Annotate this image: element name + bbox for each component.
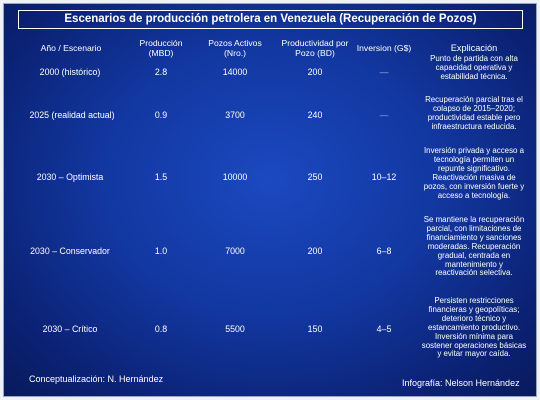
row-2-explanation xyxy=(415,96,533,132)
header-investment-label: Inversion (G$) xyxy=(356,43,412,53)
row-2-production: 0.9 xyxy=(154,110,168,120)
header-productivity xyxy=(274,39,356,58)
row-4-productivity: 200 xyxy=(307,246,323,256)
row-2-wells: 3700 xyxy=(225,110,245,120)
row-4-explanation-line: reactivación selectiva. xyxy=(435,268,513,278)
row-2-explanation-line: productividad estable pero xyxy=(427,112,521,122)
row-4-explanation xyxy=(415,216,533,278)
header-wells xyxy=(200,39,270,58)
row-3-explanation-line: Reactivación masiva de xyxy=(432,172,516,182)
row-3-wells: 10000 xyxy=(222,172,248,182)
row-1-explanation-line: capacidad operativa y xyxy=(435,62,513,72)
row-5-investment: 4–5 xyxy=(376,324,392,334)
header-production-line-2: (MBD) xyxy=(148,47,174,58)
row-3-explanation-line: pozos, con inversión fuerte y xyxy=(423,181,525,191)
row-5-scenario: 2030 – Crítico xyxy=(42,324,98,334)
row-4-production: 1.0 xyxy=(154,246,168,256)
page-title: Escenarios de producción petrolera en Venezuela (Recuperación de Pozos) xyxy=(18,10,523,29)
row-5-explanation-line: estancamiento productivo. xyxy=(427,322,521,332)
row-4-explanation-line: parcial, con limitaciones de xyxy=(426,223,522,233)
footer-credit-infographic: Infografía: Nelson Hernández xyxy=(402,378,520,388)
row-3-explanation-line: Inversión privada y acceso a xyxy=(423,146,524,155)
header-explanation xyxy=(424,44,524,54)
header-productivity-line-1: Productividad por xyxy=(281,38,349,48)
row-2-explanation-line: infraestructura reducida. xyxy=(431,121,517,131)
row-3-explanation-line: acceso a tecnología. xyxy=(437,190,511,200)
row-1-scenario: 2000 (histórico) xyxy=(39,67,101,77)
row-1-production: 2.8 xyxy=(154,67,168,77)
row-3-explanation-line: tecnología permiten un xyxy=(433,154,515,164)
row-4-explanation-line: Se mantiene la recuperación xyxy=(423,215,525,224)
row-4-investment: 6–8 xyxy=(376,246,392,256)
header-scenario-label: Año / Escenario xyxy=(40,43,102,53)
row-5-explanation xyxy=(415,297,533,359)
row-5-explanation-line: Inversión mínima para xyxy=(434,331,514,341)
row-5-explanation-line: deterioro técnico y xyxy=(441,313,507,323)
infographic-slide xyxy=(3,3,537,397)
row-3-scenario: 2030 – Optimista xyxy=(36,172,104,182)
row-5-explanation-line: y evitar mayor caída. xyxy=(437,349,511,359)
row-2-scenario: 2025 (realidad actual) xyxy=(29,110,115,120)
row-3-explanation-line: repunte significativo. xyxy=(438,163,510,173)
row-2-explanation-line: colapso de 2015–2020; xyxy=(432,103,516,113)
row-2-productivity: 240 xyxy=(307,110,323,120)
header-investment xyxy=(350,44,418,54)
row-3-explanation xyxy=(415,147,533,200)
header-production xyxy=(129,39,193,58)
row-4-explanation-line: mantenimiento y xyxy=(445,259,503,269)
row-4-explanation-line: financiamiento y sanciones xyxy=(426,232,522,242)
row-4-explanation-line: gradual, centrada en xyxy=(437,250,511,260)
row-1-explanation-line: estabilidad técnica. xyxy=(440,71,508,81)
row-4-wells: 7000 xyxy=(225,246,245,256)
row-4-explanation-line: moderadas. Recuperación xyxy=(427,241,521,251)
row-3-productivity: 250 xyxy=(307,172,323,182)
row-1-explanation xyxy=(415,55,533,82)
row-5-production: 0.8 xyxy=(154,324,168,334)
row-1-productivity: 200 xyxy=(307,67,323,77)
row-3-production: 1.5 xyxy=(154,172,168,182)
row-1-explanation-line: Punto de partida con alta xyxy=(430,54,518,63)
header-scenario xyxy=(26,44,116,54)
row-1-wells: 14000 xyxy=(222,67,248,77)
row-1-investment: — xyxy=(379,67,389,77)
header-wells-line-1: Pozos Activos xyxy=(208,38,262,48)
row-2-investment: — xyxy=(379,110,389,120)
header-production-line-1: Producción xyxy=(139,38,183,48)
header-productivity-line-2: Pozo (BD) xyxy=(295,47,335,58)
row-5-explanation-line: Persisten restricciones xyxy=(434,296,514,305)
row-2-explanation-line: Recuperación parcial tras el xyxy=(425,95,523,104)
header-explanation-label: Explicación xyxy=(450,43,498,53)
row-5-productivity: 150 xyxy=(307,324,323,334)
header-wells-line-2: (Nro.) xyxy=(224,47,246,58)
row-5-explanation-line: sostener operaciones básicas xyxy=(421,340,527,350)
row-3-investment: 10–12 xyxy=(371,172,397,182)
row-4-scenario: 2030 – Conservador xyxy=(30,246,110,256)
footer-credit-concept: Conceptualización: N. Hernández xyxy=(29,374,164,384)
row-5-wells: 5500 xyxy=(225,324,245,334)
row-5-explanation-line: financieras y geopolíticas; xyxy=(428,304,520,314)
